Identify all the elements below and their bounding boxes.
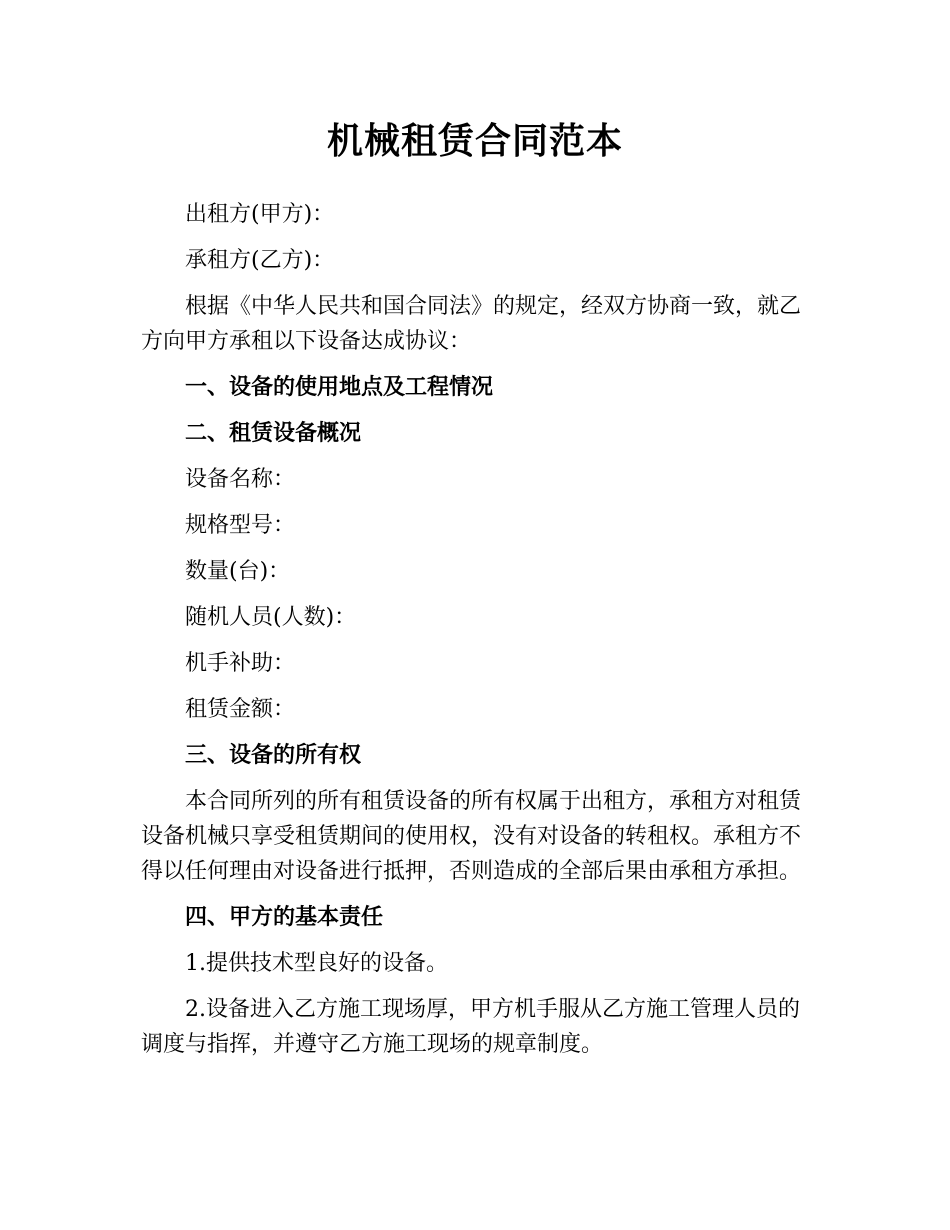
section-3-heading: 三、设备的所有权 [185,743,362,768]
field-equipment-name: 设备名称： [185,467,296,492]
field-rental-amount: 租赁金额： [185,697,296,722]
section-4-heading: 四、甲方的基本责任 [185,905,384,930]
field-staff: 随机人员(人数)： [185,605,357,630]
document-title: 机械租赁合同范本 [326,121,623,162]
section-4-item-1: 1.提供技术型良好的设备。 [185,951,448,976]
intro-paragraph: 根据《中华人民共和国合同法》的规定，经双方协商一致，就乙方向甲方承租以下设备达成协议： [141,294,802,354]
section-1-heading: 一、设备的使用地点及工程情况 [185,375,494,400]
document-body [141,197,813,1073]
section-4-item-2: 2.设备进入乙方施工现场厚，甲方机手服从乙方施工管理人员的调度与指挥，并遵守乙方施工现场的规章制度。 [141,997,800,1057]
lessee-line: 承租方(乙方)： [185,248,335,273]
section-2-heading: 二、租赁设备概况 [185,421,362,446]
field-operator-subsidy: 机手补助： [185,651,296,676]
field-model: 规格型号： [185,513,296,538]
lessor-line: 出租方(甲方)： [185,202,335,227]
section-3-paragraph: 本合同所列的所有租赁设备的所有权属于出租方，承租方对租赁设备机械只享受租赁期间的使用权，没有对设备的转租权。承租方不得以任何理由对设备进行抵押，否则造成的全部后果由承租方承担。 [141,789,802,884]
field-quantity: 数量(台)： [185,559,291,584]
